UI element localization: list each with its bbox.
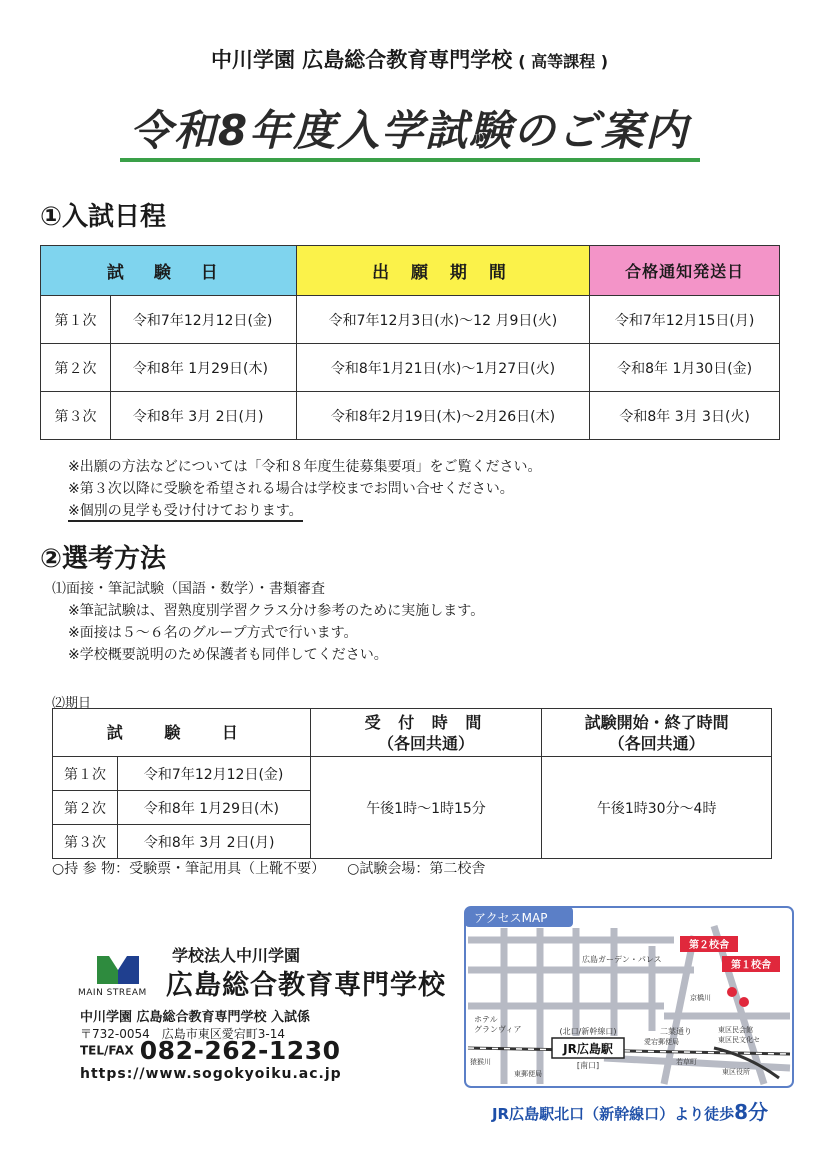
course-name: ( 高等課程 )	[518, 52, 609, 71]
col-exam-date: 試 験 日	[41, 246, 297, 296]
note-line: ※出願の方法などについては「令和８年度生徒募集要項」をご覧ください。	[68, 459, 542, 475]
map-label: 若草町	[676, 1058, 697, 1066]
exam-date: 令和7年12月12日(金)	[117, 757, 310, 791]
col-exam-date: 試 験 日	[53, 709, 311, 757]
exam-date: 令和7年12月12日(金)	[110, 296, 296, 344]
tel-label: TEL/FAX	[80, 1043, 134, 1058]
station-label: JR広島駅	[563, 1042, 613, 1056]
school-logo-icon	[95, 950, 141, 984]
admissions-office: 中川学園 広島総合教育専門学校 入試係	[80, 1010, 311, 1025]
exam-time-table-header	[53, 709, 772, 757]
school-header	[0, 44, 819, 74]
map-title: アクセスMAP	[474, 911, 548, 925]
round-label: 第２次	[41, 344, 111, 392]
map-label: グランヴィア	[474, 1025, 522, 1034]
note-line: ※第３次以降に受験を希望される場合は学校までお問い合せください。	[68, 481, 514, 497]
map-label: ホテル	[474, 1015, 498, 1024]
map-label: 東区役所	[722, 1068, 750, 1076]
map-label: 東区民会館	[718, 1026, 753, 1034]
col-exam-time: 試験開始・終了時間 （各回共通）	[542, 709, 772, 757]
logo-text: MAIN STREAM	[78, 988, 147, 998]
exam-date: 令和8年 3月 2日(月)	[117, 825, 310, 859]
notification-date: 令和8年 3月 3日(火)	[590, 392, 780, 440]
application-period: 令和7年12月3日(水)～12 月9日(火)	[296, 296, 590, 344]
application-period: 令和8年2月19日(木)～2月26日(木)	[296, 392, 590, 440]
tel-number[interactable]: 082-262-1230	[139, 1036, 341, 1065]
map-caption	[470, 1096, 790, 1125]
table-row	[41, 296, 780, 344]
table-row	[41, 392, 780, 440]
notification-date: 令和7年12月15日(月)	[590, 296, 780, 344]
campus-2-label: 第２校舎	[689, 940, 729, 951]
title-underline	[120, 158, 700, 162]
exam-date: 令和8年 3月 2日(月)	[110, 392, 296, 440]
col-reception-time: 受 付 時 間 （各回共通）	[310, 709, 542, 757]
exam-date: 令和8年 1月29日(木)	[110, 344, 296, 392]
selection-method	[52, 578, 484, 666]
col-application-period: 出 願 期 間	[296, 246, 590, 296]
website-link[interactable]: https://www.sogokyoiku.ac.jp	[80, 1066, 342, 1082]
exam-venue: ○試験会場：第二校舎	[347, 861, 486, 877]
round-label: 第１次	[53, 757, 118, 791]
round-label: 第２次	[53, 791, 118, 825]
section-heading-schedule: ①入試日程	[40, 202, 167, 232]
col-notification-date: 合格通知発送日	[590, 246, 780, 296]
map-label: 広島ガーデン・パレス	[582, 955, 662, 964]
map-label: 東郵便局	[514, 1070, 542, 1078]
map-caption-text: JR広島駅北口（新幹線口）より徒歩	[491, 1105, 735, 1123]
map-label: 二葉通り	[660, 1027, 692, 1036]
school-name: 中川学園 広島総合教育専門学校	[210, 48, 513, 72]
corporation-name: 学校法人中川学園	[172, 946, 301, 965]
campus-marker	[739, 997, 749, 1007]
round-label: 第３次	[53, 825, 118, 859]
method-item-1: ⑴面接・筆記試験（国語・数学）・書類審査	[52, 581, 325, 597]
exam-time: 午後1時30分～4時	[542, 757, 772, 859]
south-exit-label: [南口]	[576, 1061, 600, 1070]
notification-date: 令和8年 1月30日(金)	[590, 344, 780, 392]
page-title: 令和8年度入学試験のご案内	[129, 106, 690, 155]
schedule-table-header	[41, 246, 780, 296]
access-map	[464, 906, 794, 1088]
map-label: 京橋川	[690, 994, 711, 1002]
method-item-2: ⑵期日	[52, 696, 92, 711]
campus-1-label: 第１校舎	[731, 960, 771, 971]
north-exit-label: (北口/新幹線口)	[559, 1027, 617, 1036]
table-row	[53, 757, 772, 791]
table-row	[41, 344, 780, 392]
schedule-notes	[68, 456, 541, 522]
round-label: 第１次	[41, 296, 111, 344]
exam-time-table	[52, 708, 772, 859]
map-caption-minutes: 8分	[734, 1100, 769, 1124]
map-label: 猿猴川	[470, 1058, 491, 1066]
map-label: 東区民文化セ	[718, 1036, 760, 1044]
schedule-table	[40, 245, 780, 440]
method-note: ※面接は５～６名のグループ方式で行います。	[68, 625, 358, 641]
exam-date: 令和8年 1月29日(木)	[117, 791, 310, 825]
footer-school-name: 広島総合教育専門学校	[166, 970, 446, 1001]
bring-and-venue	[52, 858, 485, 878]
bring-items: ○持 参 物：受験票・筆記用具（上靴不要）	[52, 861, 326, 877]
reception-time: 午後1時～1時15分	[310, 757, 542, 859]
method-note: ※筆記試験は、習熟度別学習クラス分け参考のために実施します。	[68, 603, 485, 619]
tel-fax	[80, 1036, 340, 1065]
section-heading-method: ②選考方法	[40, 544, 167, 574]
application-period: 令和8年1月21日(水)～1月27日(火)	[296, 344, 590, 392]
map-label: 愛宕郵便局	[644, 1038, 679, 1046]
round-label: 第３次	[41, 392, 111, 440]
note-line-visit: ※個別の見学も受け付けております。	[68, 503, 303, 522]
address: 〒732-0054 広島市東区愛宕町3-14	[80, 1027, 286, 1041]
method-note: ※学校概要説明のため保護者も同伴してください。	[68, 647, 388, 663]
campus-marker	[727, 987, 737, 997]
